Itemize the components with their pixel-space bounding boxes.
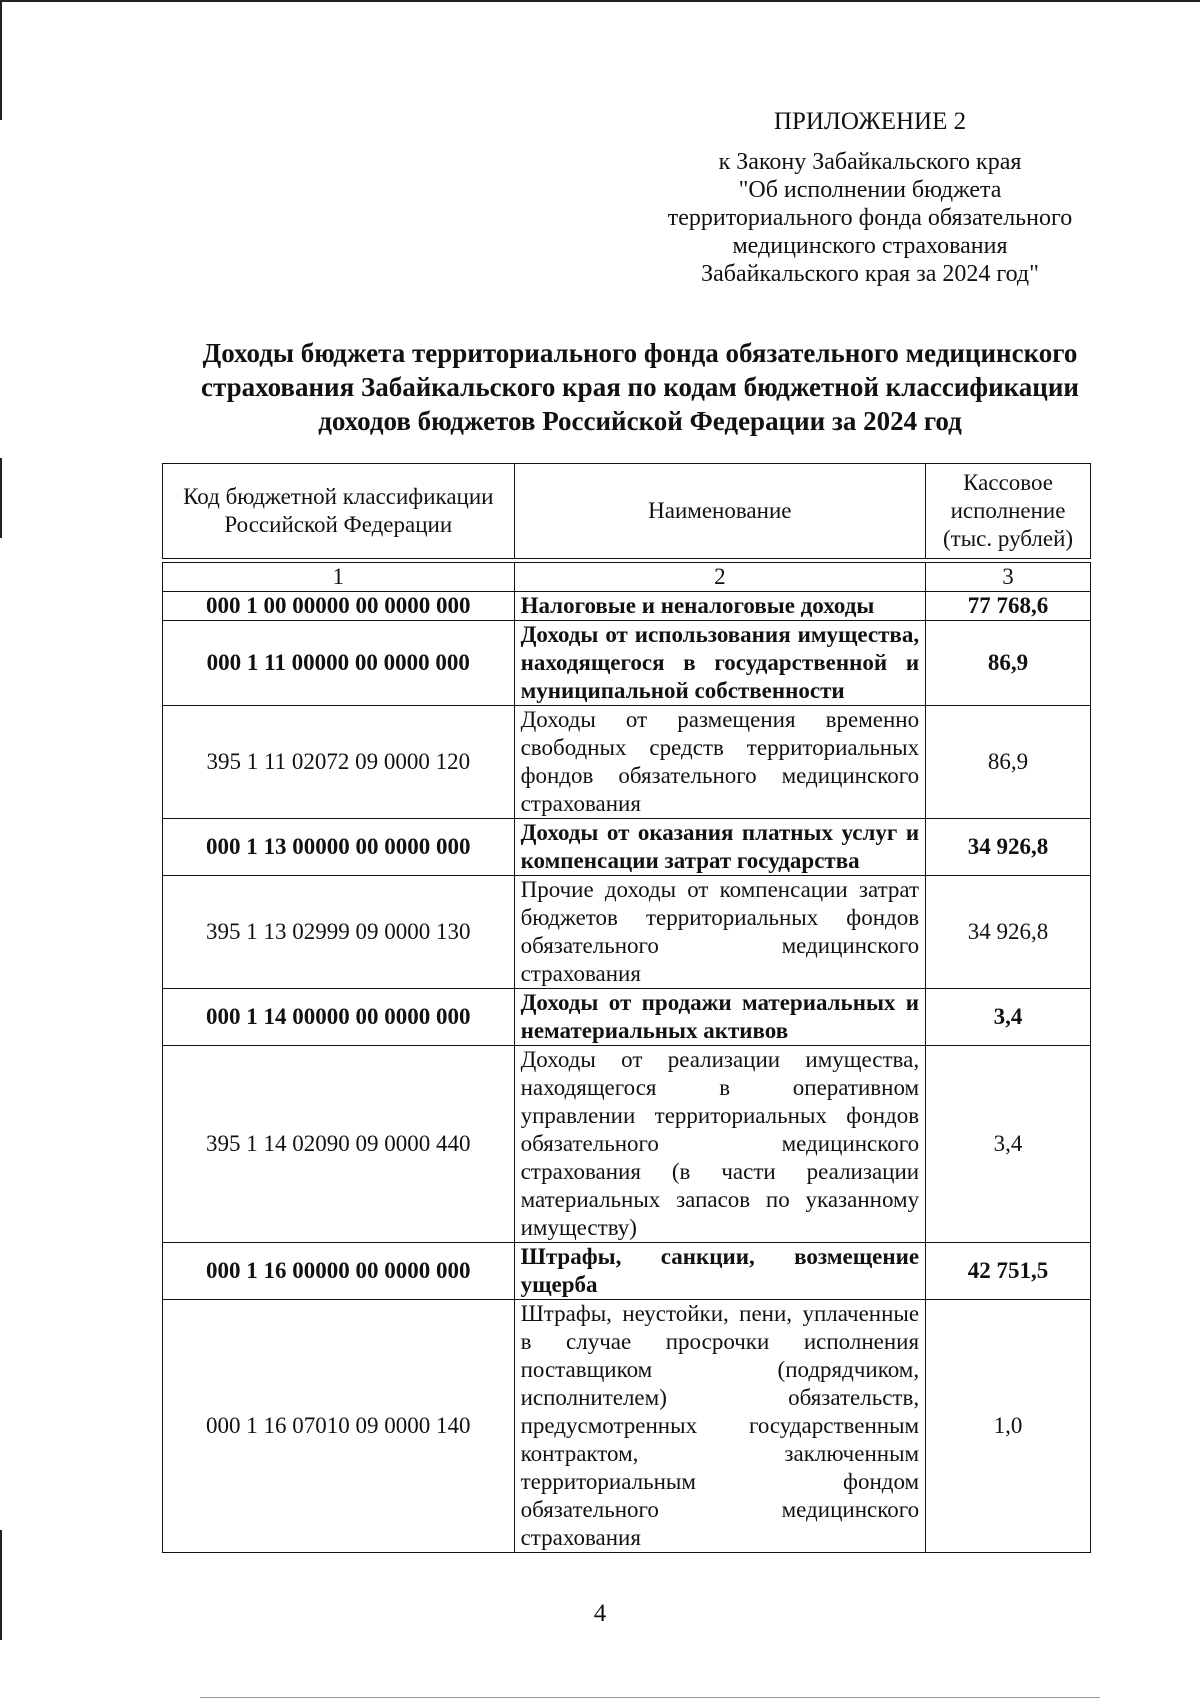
appendix-line: медицинского страхования bbox=[732, 233, 1008, 259]
row-name: Налоговые и неналоговые доходы bbox=[514, 592, 926, 621]
appendix-line: "Об исполнении бюджета bbox=[738, 177, 1002, 203]
row-code: 000 1 13 00000 00 0000 000 bbox=[163, 819, 515, 876]
row-code: 395 1 14 02090 09 0000 440 bbox=[163, 1046, 515, 1243]
row-name: Штрафы, санкции, возмещение ущерба bbox=[514, 1243, 926, 1300]
column-number-row bbox=[163, 563, 1091, 592]
table-row bbox=[163, 989, 1091, 1046]
table-row bbox=[163, 1243, 1091, 1300]
row-name: Доходы от размещения временно свободных средств территориальных фондов обязательного медицинского страхования bbox=[514, 706, 926, 819]
row-name: Доходы от использования имущества, находящегося в государственной и муниципальной собственности bbox=[514, 621, 926, 706]
row-code: 000 1 00 00000 00 0000 000 bbox=[163, 592, 515, 621]
table-row bbox=[163, 1300, 1091, 1553]
table-header-row bbox=[163, 464, 1091, 559]
row-name: Доходы от продажи материальных и нематериальных активов bbox=[514, 989, 926, 1046]
row-value: 86,9 bbox=[926, 706, 1091, 819]
row-value: 3,4 bbox=[926, 1046, 1091, 1243]
row-code: 000 1 14 00000 00 0000 000 bbox=[163, 989, 515, 1046]
title-line: Доходы бюджета территориального фонда обязательного медицинского bbox=[202, 338, 1078, 368]
row-value: 3,4 bbox=[926, 989, 1091, 1046]
row-value: 77 768,6 bbox=[926, 592, 1091, 621]
row-code: 000 1 11 00000 00 0000 000 bbox=[163, 621, 515, 706]
title-line: доходов бюджетов Российской Федерации за 2024 год bbox=[318, 406, 962, 436]
scan-edge-bottom bbox=[200, 1697, 1100, 1698]
scan-edge-top bbox=[0, 0, 1200, 2]
row-name: Штрафы, неустойки, пени, уплаченные в случае просрочки исполнения поставщиком (подрядчиком, исполнителем) обязательств, предусмотренных государственным контрактом, заключенным территориальным фондом обязательного медицинского страхования bbox=[514, 1300, 926, 1553]
column-number: 2 bbox=[514, 563, 926, 592]
table-row bbox=[163, 621, 1091, 706]
header-name: Наименование bbox=[514, 464, 926, 559]
scan-edge-left-mid bbox=[0, 458, 2, 538]
appendix-line: территориального фонда обязательного bbox=[667, 205, 1073, 231]
title-line: страхования Забайкальского края по кодам бюджетной классификации bbox=[201, 372, 1079, 402]
appendix-line: к Закону Забайкальского края bbox=[718, 149, 1022, 175]
row-code: 000 1 16 00000 00 0000 000 bbox=[163, 1243, 515, 1300]
row-value: 86,9 bbox=[926, 621, 1091, 706]
row-code: 000 1 16 07010 09 0000 140 bbox=[163, 1300, 515, 1553]
document-title bbox=[150, 336, 1130, 438]
page-number: 4 bbox=[593, 1600, 607, 1627]
row-name: Доходы от реализации имущества, находящегося в оперативном управлении территориальных фондов обязательного медицинского страхования (в части реализации материальных запасов по указанному имуществу) bbox=[514, 1046, 926, 1243]
column-number: 1 bbox=[163, 563, 515, 592]
appendix-line: Забайкальского края за 2024 год" bbox=[701, 261, 1039, 287]
appendix-heading: ПРИЛОЖЕНИЕ 2 bbox=[773, 108, 967, 135]
table-row bbox=[163, 706, 1091, 819]
row-code: 395 1 11 02072 09 0000 120 bbox=[163, 706, 515, 819]
table-row bbox=[163, 592, 1091, 621]
row-value: 34 926,8 bbox=[926, 876, 1091, 989]
row-name: Доходы от оказания платных услуг и компенсации затрат государства bbox=[514, 819, 926, 876]
header-code: Код бюджетной классификации Российской Федерации bbox=[163, 464, 515, 559]
row-name: Прочие доходы от компенсации затрат бюджетов территориальных фондов обязательного медицинского страхования bbox=[514, 876, 926, 989]
income-table bbox=[162, 463, 1091, 1553]
row-value: 42 751,5 bbox=[926, 1243, 1091, 1300]
column-number: 3 bbox=[926, 563, 1091, 592]
appendix-block bbox=[640, 108, 1100, 288]
scan-edge-left-top bbox=[0, 0, 2, 120]
row-code: 395 1 13 02999 09 0000 130 bbox=[163, 876, 515, 989]
row-value: 34 926,8 bbox=[926, 819, 1091, 876]
table-row bbox=[163, 819, 1091, 876]
table-row bbox=[163, 876, 1091, 989]
header-value: Кассовое исполнение (тыс. рублей) bbox=[926, 464, 1091, 559]
row-value: 1,0 bbox=[926, 1300, 1091, 1553]
table-row bbox=[163, 1046, 1091, 1243]
